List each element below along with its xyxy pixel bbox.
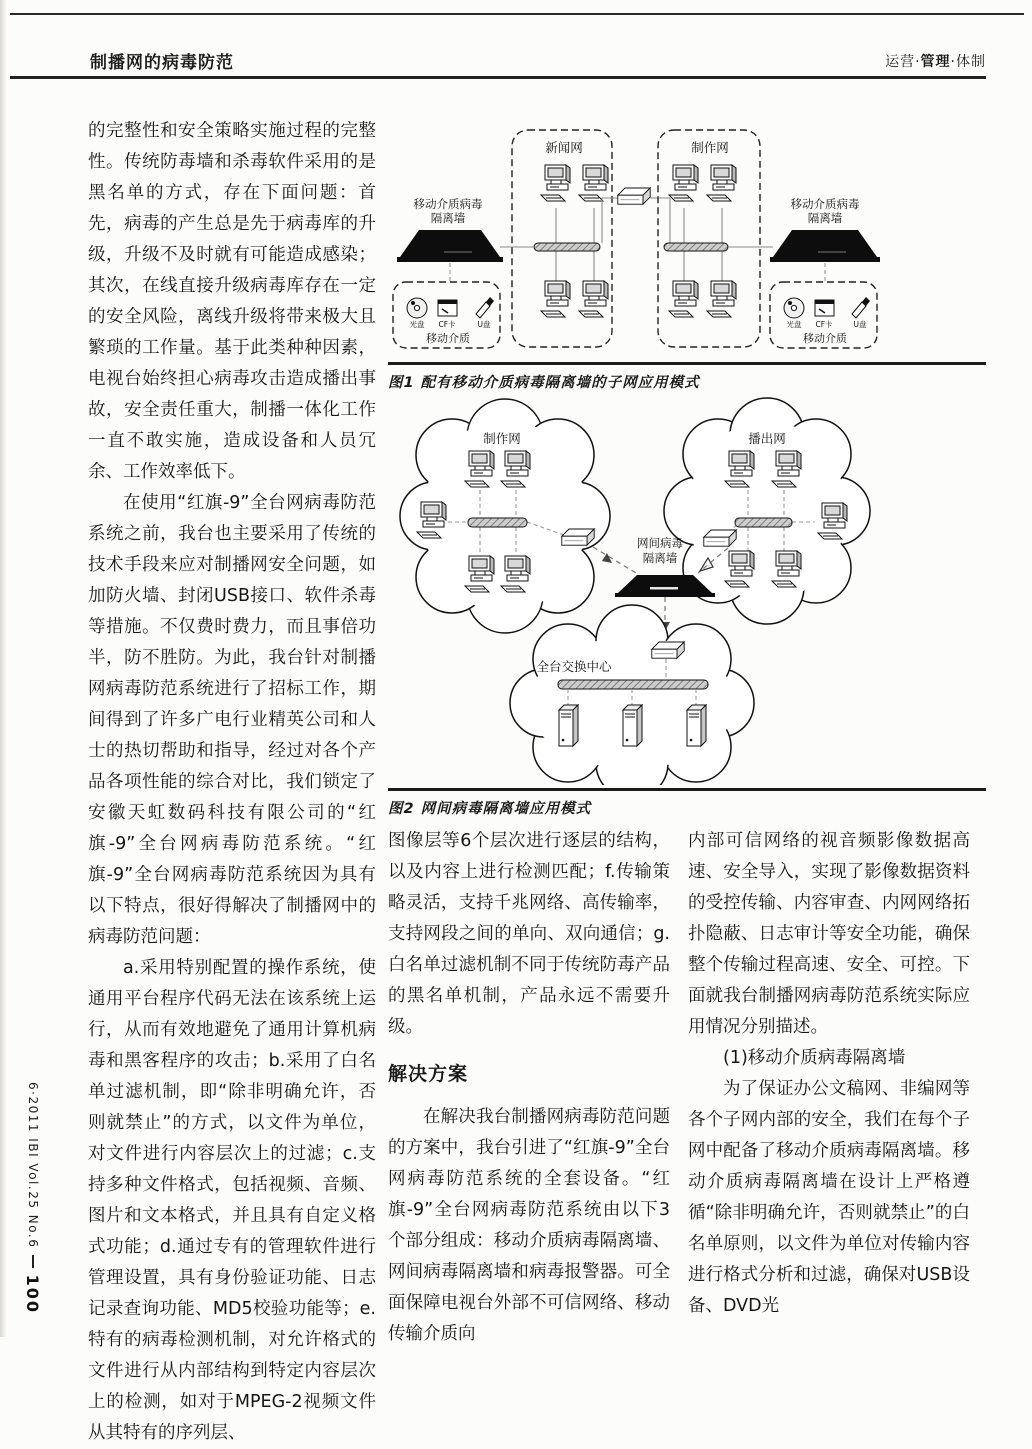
switch-icon <box>704 530 736 546</box>
computer-icon <box>707 165 736 201</box>
fig2-center-firewall-label-line1: 网间病毒 <box>637 536 683 550</box>
header-rule <box>10 76 986 79</box>
subnet-production <box>658 130 760 347</box>
network-hub-icon <box>558 680 708 689</box>
computer-icon <box>707 281 736 317</box>
subsection-title: (1)移动介质病毒隔离墙 <box>723 1048 906 1068</box>
fig1-left-firewall-label-line2: 隔离墙 <box>430 211 466 225</box>
removable-media-group-left <box>393 282 500 348</box>
media-box-label: 移动介质 <box>426 332 470 345</box>
journal-spine <box>20 1082 46 1314</box>
figure2-diagram <box>388 395 988 785</box>
cd-label: 光盘 <box>409 320 425 329</box>
usb-label: U盘 <box>477 320 491 329</box>
switch-icon <box>562 529 594 545</box>
fig1-left-firewall-label-line1: 移动介质病毒 <box>413 197 483 211</box>
paragraph: 为了保证办公文稿网、非编网等各个子网内部的安全，我们在每个子网中配备了移动介质病毒隔离墙。移动介质病毒隔离墙在设计上严格遵循“除非明确允许，否则就禁止”的白名单原则，以文件为单位对传输内容进行格式分析和过滤，确保对USB设备、DVD光 <box>688 1079 970 1316</box>
fig2-production-label: 制作网 <box>483 431 521 446</box>
fig2-broadcast-label: 播出网 <box>748 431 786 446</box>
cf-card-icon <box>438 300 457 316</box>
computer-icon <box>541 165 570 201</box>
paragraph: a.采用特别配置的操作系统，使通用平台程序代码无法在该系统上运行，从而有效地避免了通用计算机病毒和黑客程序的攻击；b.采用了白名单过滤机制，即“除非明确允许，否则就禁止”的方式，以文件为单位，对文件进行内容层次上的过滤；c.支持多种文件格式，包括视频、音频、图片和文本格式，并且具有自定义格式功能；d.通过专有的管理软件进行管理设置，具有身份验证功能、日志记录查询功能、MD5校验功能等；e.特有的病毒检测机制，对允许格式的文件进行从内部结构到特定内容层次上的检测，如对于MPEG-2视频文件从其特有的序列层、 <box>88 958 376 1443</box>
page-top-rule <box>10 13 1024 15</box>
network-hub-icon <box>664 243 728 251</box>
cf-label: CF卡 <box>815 320 833 329</box>
page-header-title: 制播网的病毒防范 <box>90 53 234 73</box>
usb-label: U盘 <box>853 320 867 329</box>
figure2-caption: 图2 网间病毒隔离墙应用模式 <box>388 788 986 818</box>
network-hub-icon <box>468 518 527 527</box>
section-heading: 解决方案 <box>388 1063 469 1085</box>
switch-icon <box>652 642 684 658</box>
switch-icon <box>618 188 650 204</box>
paragraph: 的完整性和安全策略实施过程的完整性。传统防毒墙和杀毒软件采用的是黑名单的方式，存在下面问题：首先，病毒的产生总是先于病毒库的升级，升级不及时就有可能造成感染；其次，在线直接升级病毒库存在一定的安全风险，离线升级将带来极大且繁琐的工作量。基于此类种种因素，电视台始终担心病毒攻击造成播出事故，安全责任重大，制播一体化工作一直不敢实施，造成设备和人员冗余、工作效率低下。 <box>88 121 376 482</box>
paragraph: 内部可信网络的视音频影像数据高速、安全导入，实现了影像数据资料的受控传输、内容审查、内网网络拓扑隐蔽、日志审计等安全功能，确保整个传输过程高速、安全、可控。下面就我台制播网病毒防范系统实际应用情况分别描述。 <box>688 831 970 1037</box>
journal-issue-info: 6·2011 IBI Vol.25 No.6 <box>26 1082 40 1249</box>
cd-icon <box>784 298 804 318</box>
fig2-exchange-label: 全台交换中心 <box>536 659 612 674</box>
network-cloud-exchange <box>510 605 754 785</box>
computer-icon <box>669 165 698 201</box>
text-column-right <box>688 826 970 1322</box>
media-box-label: 移动介质 <box>803 332 847 345</box>
spine-tick-mark <box>32 1255 34 1267</box>
computer-icon <box>541 281 570 317</box>
paragraph: 在解决我台制播网病毒防范问题的方案中，我台引进了“红旗-9”全台网病毒防范系统的全套设备。“红旗-9”全台网病毒防范系统由以下3个部分组成：移动介质病毒隔离墙、网间病毒隔离墙和病毒报警器。可全面保障电视台外部不可信网络、移动传输介质向 <box>388 1107 670 1344</box>
category-bold: 管理 <box>920 54 951 70</box>
cf-card-icon <box>815 300 834 316</box>
server-icon <box>623 705 642 746</box>
network-cloud-production <box>400 399 610 633</box>
category-pre: 运营· <box>885 54 921 70</box>
computer-icon <box>579 165 608 201</box>
news-network-label: 新闻网 <box>545 140 583 155</box>
fig1-right-firewall-label-line2: 隔离墙 <box>807 211 843 225</box>
fig1-right-firewall-label-line1: 移动介质病毒 <box>790 197 860 211</box>
subnet-news <box>512 130 612 347</box>
scan-edge-shading <box>0 0 7 1337</box>
network-hub-icon <box>534 243 600 251</box>
cf-label: CF卡 <box>438 320 456 329</box>
category-post: ·体制 <box>950 54 986 70</box>
production-network-label: 制作网 <box>691 140 729 155</box>
text-column-left <box>88 116 376 1449</box>
paragraph: 在使用“红旗-9”全台网病毒防范系统之前，我台也主要采用了传统的技术手段来应对制播网安全问题，如加防火墙、封闭USB接口、软件杀毒等措施。不仅费时费力，而且事倍功半，防不胜防。为此，我台针对制播网病毒防范系统进行了招标工作，期间得到了许多广电行业精英公司和人士的热切帮助和指导，经过对各个产品各项性能的综合对比，我们锁定了安徽天虹数码科技有限公司的“红旗-9”全台网病毒防范系统。“红旗-9”全台网病毒防范系统因为具有以下特点，很好得解决了制播网中的病毒防范问题： <box>88 493 376 947</box>
figure1-caption: 图1 配有移动介质病毒隔离墙的子网应用模式 <box>388 362 986 392</box>
network-hub-icon <box>735 518 792 527</box>
paragraph: 图像层等6个层次进行逐层的结构，以及内容上进行检测匹配；f.传输策略灵活，支持千兆网络、高传输率，支持网段之间的单向、双向通信；g.白名单过滤机制不同于传统防毒产品的黑名单机制，产品永远不需要升级。 <box>388 831 670 1037</box>
cd-icon <box>407 298 427 318</box>
firewall-device-icon <box>397 230 503 262</box>
dashed-arrow-left <box>593 547 636 573</box>
page-number: 100 <box>23 1274 43 1314</box>
server-icon <box>559 705 578 746</box>
usb-drive-icon <box>476 297 494 318</box>
text-column-middle <box>388 826 670 1350</box>
computer-icon <box>669 281 698 317</box>
firewall-device-icon <box>770 230 880 262</box>
removable-media-group-right <box>770 282 877 348</box>
fig2-center-firewall-label-line2: 隔离墙 <box>642 551 678 565</box>
figure1-diagram <box>388 112 988 362</box>
server-icon <box>687 705 706 746</box>
page-header-category <box>885 51 986 71</box>
computer-icon <box>579 281 608 317</box>
cd-label: 光盘 <box>786 320 802 329</box>
usb-drive-icon <box>852 297 870 318</box>
